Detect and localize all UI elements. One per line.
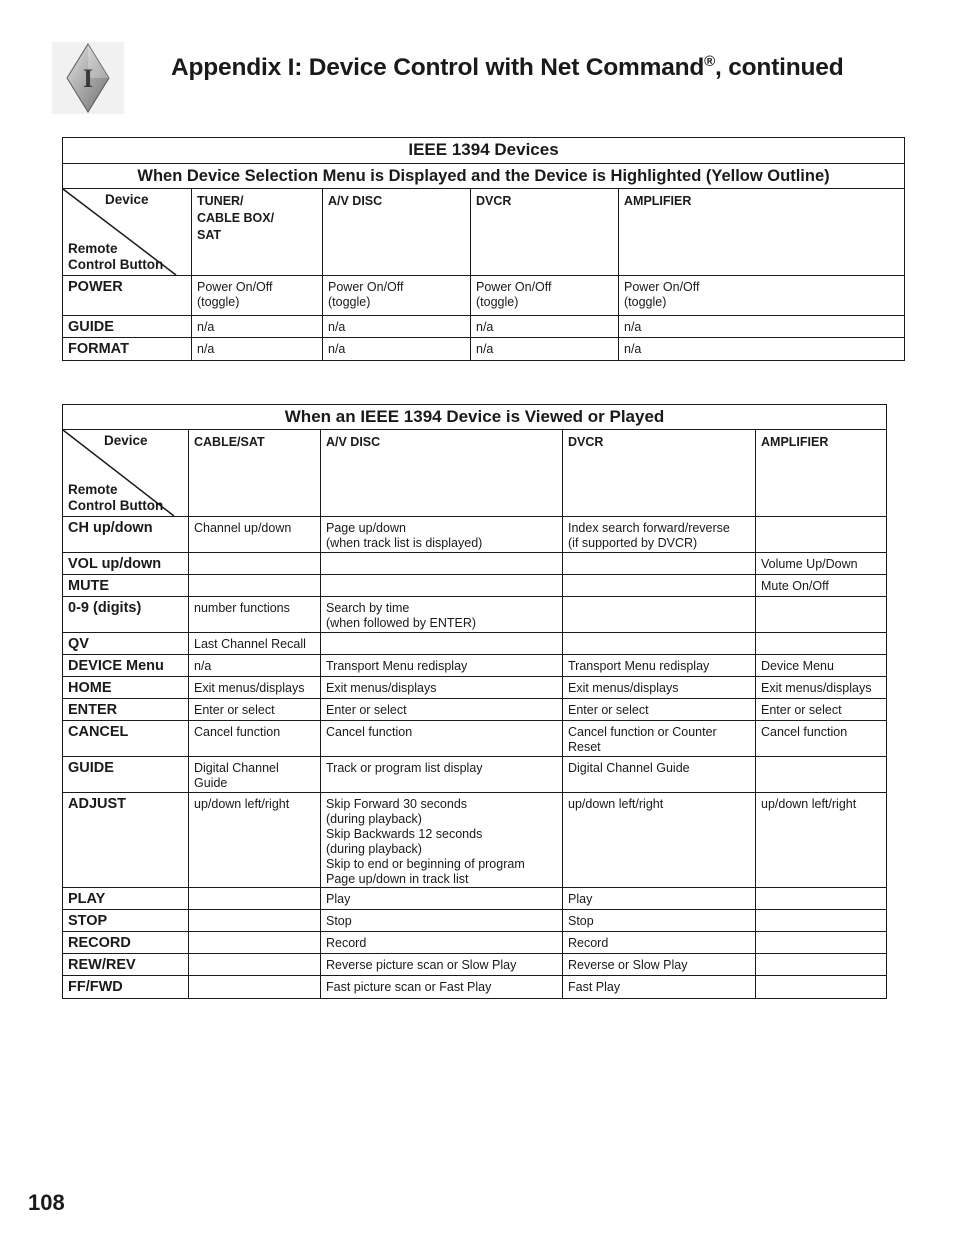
table-row <box>63 757 887 793</box>
remote-button-name: CANCEL <box>63 721 189 757</box>
table-cell: Volume Up/Down <box>756 553 887 575</box>
table-cell <box>756 910 887 932</box>
table-cell: Index search forward/reverse (if supported by DVCR) <box>563 517 756 553</box>
table-cell <box>189 888 321 910</box>
table-cell <box>321 575 563 597</box>
table-cell: Play <box>321 888 563 910</box>
table-cell <box>189 954 321 976</box>
table-title: When an IEEE 1394 Device is Viewed or Played <box>63 405 887 430</box>
table-cell: n/a <box>471 316 619 338</box>
table-cell: Enter or select <box>756 699 887 721</box>
table-cell: Search by time (when followed by ENTER) <box>321 597 563 633</box>
column-header: AMPLIFIER <box>619 189 905 276</box>
remote-button-name: VOL up/down <box>63 553 189 575</box>
table-cell: Digital Channel Guide <box>189 757 321 793</box>
icon-letter: I <box>82 64 94 93</box>
corner-header <box>63 430 189 517</box>
remote-button-name: GUIDE <box>63 316 192 338</box>
table-cell: Fast picture scan or Fast Play <box>321 976 563 999</box>
appendix-diamond-icon <box>52 42 124 114</box>
table-cell: Page up/down (when track list is displayed) <box>321 517 563 553</box>
column-header: TUNER/ CABLE BOX/ SAT <box>192 189 323 276</box>
remote-button-name: ADJUST <box>63 793 189 888</box>
table-cell: Cancel function <box>321 721 563 757</box>
remote-button-name: GUIDE <box>63 757 189 793</box>
table-cell: Exit menus/displays <box>321 677 563 699</box>
remote-button-name: MUTE <box>63 575 189 597</box>
table-cell: number functions <box>189 597 321 633</box>
remote-button-name: FF/FWD <box>63 976 189 999</box>
table-cell: Record <box>563 932 756 954</box>
corner-device-label: Device <box>105 192 149 207</box>
table-cell: Stop <box>321 910 563 932</box>
table-cell: Power On/Off (toggle) <box>471 276 619 316</box>
table-cell: Cancel function or Counter Reset <box>563 721 756 757</box>
table-cell: n/a <box>619 338 905 361</box>
table-cell: Digital Channel Guide <box>563 757 756 793</box>
table-row <box>63 553 887 575</box>
table-cell <box>563 633 756 655</box>
table-row <box>63 633 887 655</box>
table-cell <box>756 633 887 655</box>
table-cell <box>563 553 756 575</box>
column-header: CABLE/SAT <box>189 430 321 517</box>
table-row <box>63 677 887 699</box>
table-cell: Cancel function <box>189 721 321 757</box>
table-cell: Enter or select <box>189 699 321 721</box>
table-row <box>63 976 887 999</box>
remote-button-name: POWER <box>63 276 192 316</box>
table-cell <box>189 575 321 597</box>
page-title <box>171 54 844 82</box>
table-cell <box>756 888 887 910</box>
table-cell: Skip Forward 30 seconds (during playback) Skip Backwards 12 seconds (during playback) Skip to end or beginning of program Page up/down in track list <box>321 793 563 888</box>
table-cell: up/down left/right <box>189 793 321 888</box>
registered-mark: ® <box>704 53 716 70</box>
table-cell: Record <box>321 932 563 954</box>
table-cell <box>563 575 756 597</box>
table-row <box>63 338 905 361</box>
table-cell <box>756 517 887 553</box>
table-cell: n/a <box>192 338 323 361</box>
table-cell: Fast Play <box>563 976 756 999</box>
column-header: A/V DISC <box>321 430 563 517</box>
table-cell: n/a <box>323 338 471 361</box>
table-row <box>63 316 905 338</box>
table-row <box>63 793 887 888</box>
table-row <box>63 954 887 976</box>
table-cell <box>321 633 563 655</box>
table-cell: up/down left/right <box>756 793 887 888</box>
remote-button-name: RECORD <box>63 932 189 954</box>
table-subtitle: When Device Selection Menu is Displayed and the Device is Highlighted (Yellow Outline) <box>63 164 905 189</box>
table-cell <box>321 553 563 575</box>
table-cell: up/down left/right <box>563 793 756 888</box>
corner-header <box>63 189 192 276</box>
table-cell <box>756 597 887 633</box>
table-cell <box>563 597 756 633</box>
table-cell: Last Channel Recall <box>189 633 321 655</box>
corner-remote-label: Remote <box>68 482 118 497</box>
title-suffix: , continued <box>715 54 844 81</box>
page-number: 108 <box>28 1190 65 1215</box>
remote-button-name: STOP <box>63 910 189 932</box>
remote-button-name: CH up/down <box>63 517 189 553</box>
column-header: DVCR <box>563 430 756 517</box>
table-cell: Power On/Off (toggle) <box>323 276 471 316</box>
corner-button-label: Control Button <box>68 257 164 272</box>
table-cell <box>189 910 321 932</box>
remote-button-name: FORMAT <box>63 338 192 361</box>
table-cell: n/a <box>323 316 471 338</box>
table-cell: Power On/Off (toggle) <box>619 276 905 316</box>
table-cell: Mute On/Off <box>756 575 887 597</box>
remote-button-name: REW/REV <box>63 954 189 976</box>
table-row <box>63 597 887 633</box>
table-cell: Exit menus/displays <box>563 677 756 699</box>
column-header: A/V DISC <box>323 189 471 276</box>
column-header: AMPLIFIER <box>756 430 887 517</box>
table-cell: Transport Menu redisplay <box>321 655 563 677</box>
table-title: IEEE 1394 Devices <box>63 138 905 164</box>
table-cell <box>756 976 887 999</box>
table-cell: Play <box>563 888 756 910</box>
table-row <box>63 655 887 677</box>
table-cell <box>756 757 887 793</box>
table-row <box>63 910 887 932</box>
table-cell: Power On/Off (toggle) <box>192 276 323 316</box>
table-cell: Enter or select <box>563 699 756 721</box>
remote-button-name: DEVICE Menu <box>63 655 189 677</box>
table-cell: Transport Menu redisplay <box>563 655 756 677</box>
remote-button-name: HOME <box>63 677 189 699</box>
table-cell: Device Menu <box>756 655 887 677</box>
table-cell: Stop <box>563 910 756 932</box>
title-text: Appendix I: Device Control with Net Command <box>171 54 705 81</box>
corner-remote-label: Remote <box>68 241 118 256</box>
table-cell <box>756 954 887 976</box>
table-row <box>63 276 905 316</box>
corner-button-label: Control Button <box>68 498 164 513</box>
table-cell: n/a <box>189 655 321 677</box>
table-cell: n/a <box>192 316 323 338</box>
table-row <box>63 517 887 553</box>
table-row <box>63 888 887 910</box>
table-cell <box>189 553 321 575</box>
table-cell <box>189 976 321 999</box>
table-cell: Channel up/down <box>189 517 321 553</box>
table-row <box>63 575 887 597</box>
corner-device-label: Device <box>104 433 148 448</box>
remote-button-name: PLAY <box>63 888 189 910</box>
remote-button-name: 0-9 (digits) <box>63 597 189 633</box>
table-row <box>63 699 887 721</box>
table-cell: Enter or select <box>321 699 563 721</box>
remote-button-name: QV <box>63 633 189 655</box>
table-row <box>63 932 887 954</box>
table-row <box>63 721 887 757</box>
table-cell: n/a <box>471 338 619 361</box>
ieee-1394-viewed-table <box>62 404 887 999</box>
ieee-1394-selection-table <box>62 137 905 361</box>
table-cell: Cancel function <box>756 721 887 757</box>
table-cell: Reverse picture scan or Slow Play <box>321 954 563 976</box>
remote-button-name: ENTER <box>63 699 189 721</box>
column-header: DVCR <box>471 189 619 276</box>
table-cell <box>189 932 321 954</box>
table-cell: Exit menus/displays <box>189 677 321 699</box>
table-cell: Reverse or Slow Play <box>563 954 756 976</box>
table-cell: n/a <box>619 316 905 338</box>
table-cell: Exit menus/displays <box>756 677 887 699</box>
table-cell <box>756 932 887 954</box>
table-cell: Track or program list display <box>321 757 563 793</box>
